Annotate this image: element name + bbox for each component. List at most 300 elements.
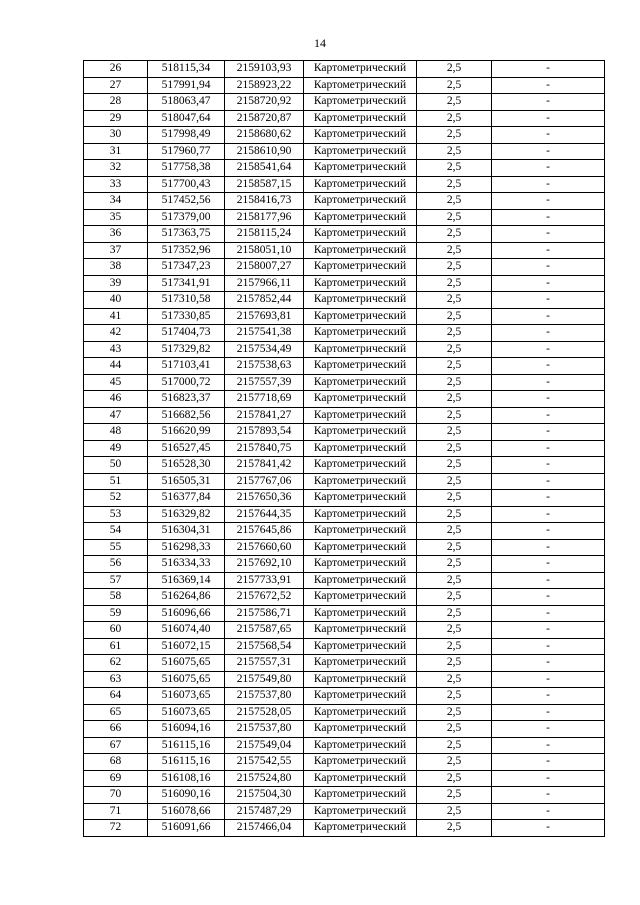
y-coordinate-cell: 2157524,80 [225, 770, 304, 787]
accuracy-cell: 2,5 [417, 407, 492, 424]
method-cell: Картометрический [304, 737, 417, 754]
y-coordinate-cell: 2157534,49 [225, 341, 304, 358]
point-number-cell: 31 [84, 143, 148, 160]
x-coordinate-cell: 517329,82 [148, 341, 225, 358]
y-coordinate-cell: 2157645,86 [225, 523, 304, 540]
table-row [84, 325, 605, 342]
note-cell: - [492, 308, 605, 325]
point-number-cell: 43 [84, 341, 148, 358]
method-cell: Картометрический [304, 589, 417, 606]
point-number-cell: 46 [84, 391, 148, 408]
table-row [84, 787, 605, 804]
note-cell: - [492, 407, 605, 424]
y-coordinate-cell: 2157893,54 [225, 424, 304, 441]
point-number-cell: 37 [84, 242, 148, 259]
y-coordinate-cell: 2159103,93 [225, 61, 304, 78]
x-coordinate-cell: 516528,30 [148, 457, 225, 474]
note-cell: - [492, 688, 605, 705]
x-coordinate-cell: 517341,91 [148, 275, 225, 292]
accuracy-cell: 2,5 [417, 671, 492, 688]
point-number-cell: 30 [84, 127, 148, 144]
y-coordinate-cell: 2157487,29 [225, 803, 304, 820]
accuracy-cell: 2,5 [417, 77, 492, 94]
note-cell: - [492, 325, 605, 342]
note-cell: - [492, 61, 605, 78]
note-cell: - [492, 770, 605, 787]
note-cell: - [492, 457, 605, 474]
y-coordinate-cell: 2157852,44 [225, 292, 304, 309]
method-cell: Картометрический [304, 341, 417, 358]
y-coordinate-cell: 2157549,80 [225, 671, 304, 688]
point-number-cell: 57 [84, 572, 148, 589]
y-coordinate-cell: 2157733,91 [225, 572, 304, 589]
y-coordinate-cell: 2158720,92 [225, 94, 304, 111]
note-cell: - [492, 638, 605, 655]
y-coordinate-cell: 2157840,75 [225, 440, 304, 457]
table-row [84, 803, 605, 820]
method-cell: Картометрический [304, 556, 417, 573]
table-row [84, 391, 605, 408]
method-cell: Картометрический [304, 110, 417, 127]
note-cell: - [492, 391, 605, 408]
point-number-cell: 49 [84, 440, 148, 457]
method-cell: Картометрический [304, 325, 417, 342]
table-row [84, 539, 605, 556]
table-row [84, 110, 605, 127]
y-coordinate-cell: 2157537,80 [225, 721, 304, 738]
x-coordinate-cell: 517758,38 [148, 160, 225, 177]
note-cell: - [492, 622, 605, 639]
table-row [84, 292, 605, 309]
method-cell: Картометрический [304, 226, 417, 243]
table-row [84, 457, 605, 474]
point-number-cell: 54 [84, 523, 148, 540]
method-cell: Картометрический [304, 605, 417, 622]
accuracy-cell: 2,5 [417, 572, 492, 589]
accuracy-cell: 2,5 [417, 391, 492, 408]
note-cell: - [492, 721, 605, 738]
method-cell: Картометрический [304, 655, 417, 672]
point-number-cell: 63 [84, 671, 148, 688]
point-number-cell: 69 [84, 770, 148, 787]
table-row [84, 407, 605, 424]
accuracy-cell: 2,5 [417, 176, 492, 193]
accuracy-cell: 2,5 [417, 737, 492, 754]
y-coordinate-cell: 2158416,73 [225, 193, 304, 210]
y-coordinate-cell: 2157587,65 [225, 622, 304, 639]
point-number-cell: 53 [84, 506, 148, 523]
x-coordinate-cell: 517960,77 [148, 143, 225, 160]
y-coordinate-cell: 2157557,31 [225, 655, 304, 672]
method-cell: Картометрический [304, 358, 417, 375]
y-coordinate-cell: 2157767,06 [225, 473, 304, 490]
method-cell: Картометрический [304, 209, 417, 226]
method-cell: Картометрический [304, 259, 417, 276]
accuracy-cell: 2,5 [417, 704, 492, 721]
note-cell: - [492, 94, 605, 111]
accuracy-cell: 2,5 [417, 803, 492, 820]
note-cell: - [492, 605, 605, 622]
note-cell: - [492, 259, 605, 276]
y-coordinate-cell: 2158680,62 [225, 127, 304, 144]
method-cell: Картометрический [304, 787, 417, 804]
point-number-cell: 40 [84, 292, 148, 309]
note-cell: - [492, 490, 605, 507]
x-coordinate-cell: 516090,16 [148, 787, 225, 804]
y-coordinate-cell: 2157718,69 [225, 391, 304, 408]
table-row [84, 605, 605, 622]
note-cell: - [492, 556, 605, 573]
method-cell: Картометрический [304, 440, 417, 457]
x-coordinate-cell: 516073,65 [148, 704, 225, 721]
point-number-cell: 48 [84, 424, 148, 441]
table-row [84, 259, 605, 276]
point-number-cell: 38 [84, 259, 148, 276]
x-coordinate-cell: 516108,16 [148, 770, 225, 787]
method-cell: Картометрический [304, 622, 417, 639]
y-coordinate-cell: 2158177,96 [225, 209, 304, 226]
y-coordinate-cell: 2157841,27 [225, 407, 304, 424]
coordinates-table-body [84, 61, 605, 837]
method-cell: Картометрический [304, 457, 417, 474]
y-coordinate-cell: 2158720,87 [225, 110, 304, 127]
table-row [84, 473, 605, 490]
x-coordinate-cell: 516264,86 [148, 589, 225, 606]
point-number-cell: 29 [84, 110, 148, 127]
table-row [84, 440, 605, 457]
accuracy-cell: 2,5 [417, 457, 492, 474]
note-cell: - [492, 160, 605, 177]
method-cell: Картометрический [304, 292, 417, 309]
table-row [84, 209, 605, 226]
x-coordinate-cell: 516073,65 [148, 688, 225, 705]
point-number-cell: 65 [84, 704, 148, 721]
point-number-cell: 47 [84, 407, 148, 424]
method-cell: Картометрический [304, 391, 417, 408]
x-coordinate-cell: 518115,34 [148, 61, 225, 78]
table-row [84, 490, 605, 507]
x-coordinate-cell: 516075,65 [148, 655, 225, 672]
table-row [84, 94, 605, 111]
y-coordinate-cell: 2157692,10 [225, 556, 304, 573]
point-number-cell: 61 [84, 638, 148, 655]
method-cell: Картометрический [304, 490, 417, 507]
x-coordinate-cell: 516823,37 [148, 391, 225, 408]
point-number-cell: 32 [84, 160, 148, 177]
table-row [84, 572, 605, 589]
method-cell: Картометрический [304, 407, 417, 424]
table-row [84, 737, 605, 754]
x-coordinate-cell: 517347,23 [148, 259, 225, 276]
method-cell: Картометрический [304, 506, 417, 523]
y-coordinate-cell: 2157538,63 [225, 358, 304, 375]
x-coordinate-cell: 516075,65 [148, 671, 225, 688]
point-number-cell: 51 [84, 473, 148, 490]
x-coordinate-cell: 516115,16 [148, 737, 225, 754]
method-cell: Картометрический [304, 754, 417, 771]
x-coordinate-cell: 516369,14 [148, 572, 225, 589]
accuracy-cell: 2,5 [417, 308, 492, 325]
y-coordinate-cell: 2158923,22 [225, 77, 304, 94]
accuracy-cell: 2,5 [417, 605, 492, 622]
note-cell: - [492, 820, 605, 837]
x-coordinate-cell: 516329,82 [148, 506, 225, 523]
method-cell: Картометрический [304, 803, 417, 820]
method-cell: Картометрический [304, 143, 417, 160]
y-coordinate-cell: 2157966,11 [225, 275, 304, 292]
method-cell: Картометрический [304, 721, 417, 738]
point-number-cell: 71 [84, 803, 148, 820]
method-cell: Картометрический [304, 77, 417, 94]
point-number-cell: 52 [84, 490, 148, 507]
method-cell: Картометрический [304, 539, 417, 556]
accuracy-cell: 2,5 [417, 292, 492, 309]
note-cell: - [492, 737, 605, 754]
x-coordinate-cell: 517330,85 [148, 308, 225, 325]
accuracy-cell: 2,5 [417, 473, 492, 490]
x-coordinate-cell: 516377,84 [148, 490, 225, 507]
y-coordinate-cell: 2157541,38 [225, 325, 304, 342]
accuracy-cell: 2,5 [417, 589, 492, 606]
point-number-cell: 26 [84, 61, 148, 78]
point-number-cell: 45 [84, 374, 148, 391]
accuracy-cell: 2,5 [417, 259, 492, 276]
point-number-cell: 56 [84, 556, 148, 573]
note-cell: - [492, 176, 605, 193]
y-coordinate-cell: 2157841,42 [225, 457, 304, 474]
point-number-cell: 64 [84, 688, 148, 705]
table-row [84, 61, 605, 78]
x-coordinate-cell: 516304,31 [148, 523, 225, 540]
method-cell: Картометрический [304, 127, 417, 144]
method-cell: Картометрический [304, 688, 417, 705]
accuracy-cell: 2,5 [417, 688, 492, 705]
accuracy-cell: 2,5 [417, 341, 492, 358]
x-coordinate-cell: 516091,66 [148, 820, 225, 837]
table-row [84, 358, 605, 375]
point-number-cell: 58 [84, 589, 148, 606]
x-coordinate-cell: 516074,40 [148, 622, 225, 639]
accuracy-cell: 2,5 [417, 655, 492, 672]
note-cell: - [492, 655, 605, 672]
table-row [84, 556, 605, 573]
accuracy-cell: 2,5 [417, 787, 492, 804]
y-coordinate-cell: 2157466,04 [225, 820, 304, 837]
method-cell: Картометрический [304, 770, 417, 787]
accuracy-cell: 2,5 [417, 440, 492, 457]
y-coordinate-cell: 2157557,39 [225, 374, 304, 391]
accuracy-cell: 2,5 [417, 539, 492, 556]
point-number-cell: 67 [84, 737, 148, 754]
note-cell: - [492, 193, 605, 210]
method-cell: Картометрический [304, 160, 417, 177]
table-row [84, 226, 605, 243]
point-number-cell: 39 [84, 275, 148, 292]
x-coordinate-cell: 517363,75 [148, 226, 225, 243]
accuracy-cell: 2,5 [417, 358, 492, 375]
x-coordinate-cell: 517991,94 [148, 77, 225, 94]
accuracy-cell: 2,5 [417, 523, 492, 540]
accuracy-cell: 2,5 [417, 556, 492, 573]
coordinates-table [83, 60, 605, 837]
x-coordinate-cell: 516298,33 [148, 539, 225, 556]
method-cell: Картометрический [304, 572, 417, 589]
table-row [84, 242, 605, 259]
note-cell: - [492, 572, 605, 589]
y-coordinate-cell: 2158051,10 [225, 242, 304, 259]
note-cell: - [492, 374, 605, 391]
note-cell: - [492, 506, 605, 523]
accuracy-cell: 2,5 [417, 242, 492, 259]
method-cell: Картометрический [304, 94, 417, 111]
accuracy-cell: 2,5 [417, 143, 492, 160]
method-cell: Картометрический [304, 176, 417, 193]
point-number-cell: 41 [84, 308, 148, 325]
x-coordinate-cell: 516096,66 [148, 605, 225, 622]
accuracy-cell: 2,5 [417, 638, 492, 655]
table-row [84, 523, 605, 540]
accuracy-cell: 2,5 [417, 424, 492, 441]
method-cell: Картометрический [304, 820, 417, 837]
table-row [84, 754, 605, 771]
point-number-cell: 36 [84, 226, 148, 243]
accuracy-cell: 2,5 [417, 61, 492, 78]
note-cell: - [492, 127, 605, 144]
table-row [84, 770, 605, 787]
x-coordinate-cell: 517452,56 [148, 193, 225, 210]
point-number-cell: 27 [84, 77, 148, 94]
y-coordinate-cell: 2158007,27 [225, 259, 304, 276]
note-cell: - [492, 275, 605, 292]
x-coordinate-cell: 517379,00 [148, 209, 225, 226]
point-number-cell: 59 [84, 605, 148, 622]
accuracy-cell: 2,5 [417, 325, 492, 342]
table-row [84, 688, 605, 705]
x-coordinate-cell: 517352,96 [148, 242, 225, 259]
table-row [84, 176, 605, 193]
y-coordinate-cell: 2157586,71 [225, 605, 304, 622]
y-coordinate-cell: 2157693,81 [225, 308, 304, 325]
accuracy-cell: 2,5 [417, 770, 492, 787]
note-cell: - [492, 341, 605, 358]
table-row [84, 143, 605, 160]
method-cell: Картометрический [304, 671, 417, 688]
x-coordinate-cell: 516334,33 [148, 556, 225, 573]
x-coordinate-cell: 517310,58 [148, 292, 225, 309]
point-number-cell: 60 [84, 622, 148, 639]
accuracy-cell: 2,5 [417, 275, 492, 292]
note-cell: - [492, 523, 605, 540]
x-coordinate-cell: 518047,64 [148, 110, 225, 127]
accuracy-cell: 2,5 [417, 110, 492, 127]
x-coordinate-cell: 517700,43 [148, 176, 225, 193]
note-cell: - [492, 110, 605, 127]
note-cell: - [492, 209, 605, 226]
y-coordinate-cell: 2157672,52 [225, 589, 304, 606]
page-number: 14 [314, 36, 326, 50]
note-cell: - [492, 589, 605, 606]
table-row [84, 506, 605, 523]
y-coordinate-cell: 2157504,30 [225, 787, 304, 804]
table-row [84, 127, 605, 144]
accuracy-cell: 2,5 [417, 721, 492, 738]
x-coordinate-cell: 517404,73 [148, 325, 225, 342]
point-number-cell: 50 [84, 457, 148, 474]
accuracy-cell: 2,5 [417, 209, 492, 226]
method-cell: Картометрический [304, 61, 417, 78]
table-row [84, 275, 605, 292]
note-cell: - [492, 226, 605, 243]
y-coordinate-cell: 2158610,90 [225, 143, 304, 160]
method-cell: Картометрический [304, 308, 417, 325]
point-number-cell: 66 [84, 721, 148, 738]
x-coordinate-cell: 518063,47 [148, 94, 225, 111]
x-coordinate-cell: 516115,16 [148, 754, 225, 771]
method-cell: Картометрический [304, 275, 417, 292]
table-row [84, 704, 605, 721]
y-coordinate-cell: 2157660,60 [225, 539, 304, 556]
note-cell: - [492, 424, 605, 441]
method-cell: Картометрический [304, 424, 417, 441]
note-cell: - [492, 292, 605, 309]
accuracy-cell: 2,5 [417, 374, 492, 391]
y-coordinate-cell: 2158115,24 [225, 226, 304, 243]
point-number-cell: 55 [84, 539, 148, 556]
x-coordinate-cell: 516094,16 [148, 721, 225, 738]
y-coordinate-cell: 2157568,54 [225, 638, 304, 655]
table-row [84, 424, 605, 441]
note-cell: - [492, 704, 605, 721]
accuracy-cell: 2,5 [417, 622, 492, 639]
point-number-cell: 42 [84, 325, 148, 342]
note-cell: - [492, 803, 605, 820]
point-number-cell: 44 [84, 358, 148, 375]
x-coordinate-cell: 516620,99 [148, 424, 225, 441]
note-cell: - [492, 473, 605, 490]
note-cell: - [492, 539, 605, 556]
note-cell: - [492, 143, 605, 160]
y-coordinate-cell: 2157537,80 [225, 688, 304, 705]
table-row [84, 308, 605, 325]
y-coordinate-cell: 2158541,64 [225, 160, 304, 177]
x-coordinate-cell: 517998,49 [148, 127, 225, 144]
table-row [84, 671, 605, 688]
method-cell: Картометрический [304, 242, 417, 259]
x-coordinate-cell: 517000,72 [148, 374, 225, 391]
table-row [84, 721, 605, 738]
y-coordinate-cell: 2157650,36 [225, 490, 304, 507]
note-cell: - [492, 440, 605, 457]
accuracy-cell: 2,5 [417, 754, 492, 771]
table-row [84, 341, 605, 358]
x-coordinate-cell: 516072,15 [148, 638, 225, 655]
point-number-cell: 68 [84, 754, 148, 771]
table-row [84, 589, 605, 606]
table-row [84, 820, 605, 837]
method-cell: Картометрический [304, 638, 417, 655]
note-cell: - [492, 358, 605, 375]
accuracy-cell: 2,5 [417, 490, 492, 507]
point-number-cell: 72 [84, 820, 148, 837]
point-number-cell: 34 [84, 193, 148, 210]
method-cell: Картометрический [304, 523, 417, 540]
x-coordinate-cell: 516078,66 [148, 803, 225, 820]
x-coordinate-cell: 516682,56 [148, 407, 225, 424]
note-cell: - [492, 77, 605, 94]
note-cell: - [492, 787, 605, 804]
note-cell: - [492, 754, 605, 771]
y-coordinate-cell: 2157528,05 [225, 704, 304, 721]
